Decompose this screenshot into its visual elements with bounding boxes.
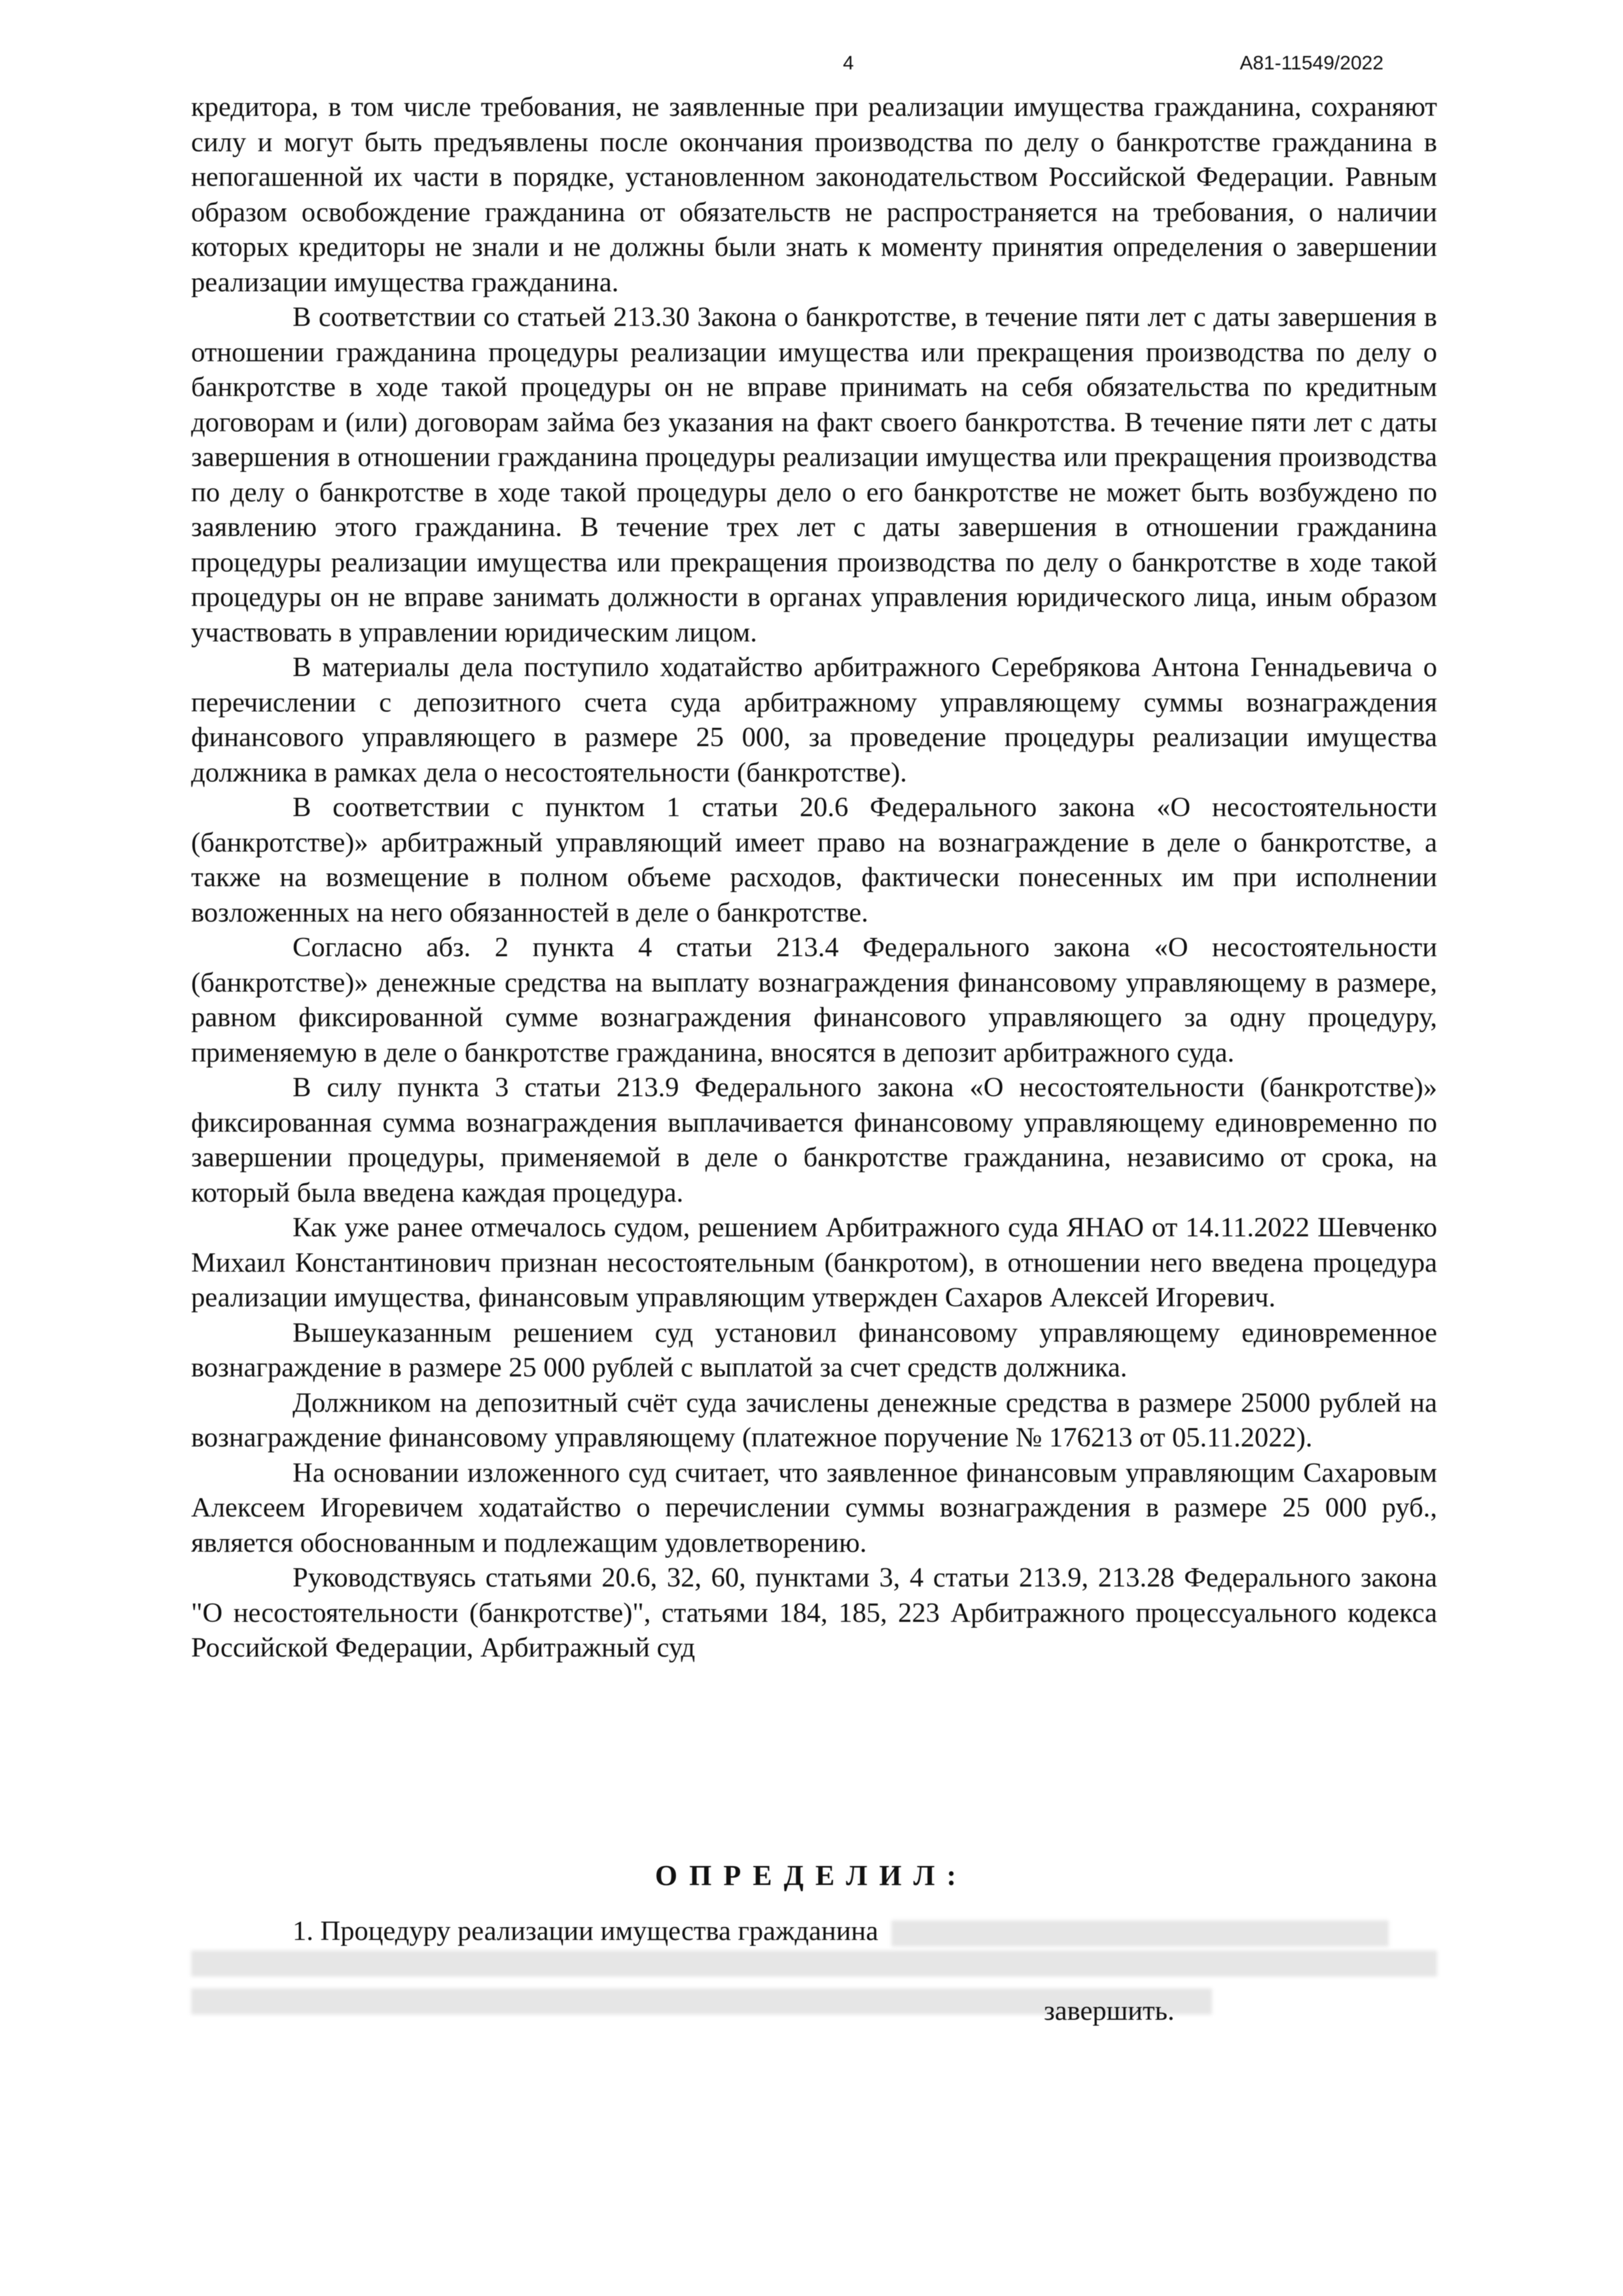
- paragraph: В материалы дела поступило ходатайство арбитражного Серебрякова Антона Геннадьевича о перечислении с депозитного счета суда арбитражному управляющему суммы вознаграждения финансового управляющего в размере 25 000, за проведение процедуры реализации имущества должника в рамках дела о несостоятельности (банкротстве).: [191, 652, 1437, 788]
- paragraph: В силу пункта 3 статьи 213.9 Федерального закона «О несостоятельности (банкротстве)» фиксированная сумма вознаграждения выплачивается финансовому управляющему единовременно по завершении процедуры, применяемой в деле о банкротстве гражданина, независимо от срока, на который была введена каждая процедура.: [191, 1072, 1437, 1208]
- paragraph: Согласно абз. 2 пункта 4 статьи 213.4 Федерального закона «О несостоятельности (банкротстве)» денежные средства на выплату вознаграждения финансовому управляющему в размере, равном фиксированной сумме вознаграждения финансового управляющего за одну процедуру, применяемую в деле о банкротстве гражданина, вносятся в депозит арбитражного суда.: [191, 932, 1437, 1068]
- ruling-item-start: 1. Процедуру реализации имущества гражданина: [293, 1916, 878, 1946]
- case-number: А81-11549/2022: [1240, 52, 1383, 74]
- paragraph: Руководствуясь статьями 20.6, 32, 60, пунктами 3, 4 статьи 213.9, 213.28 Федерального закона "О несостоятельности (банкротстве)", статьями 184, 185, 223 Арбитражного процессуального кодекса Российской Федерации, Арбитражный суд: [191, 1562, 1437, 1663]
- ruling-heading: ОПРЕДЕЛИЛ:: [654, 1859, 969, 1892]
- redacted-text: [191, 1950, 1437, 1977]
- paragraph: Вышеуказанным решением суд установил финансовому управляющему единовременное вознаграждение в размере 25 000 рублей с выплатой за счет средств должника.: [191, 1317, 1437, 1383]
- paragraph: Должником на депозитный счёт суда зачислены денежные средства в размере 25000 рублей на вознаграждение финансовому управляющему (платежное поручение № 176213 от 05.11.2022).: [191, 1387, 1437, 1453]
- paragraph: В соответствии со статьей 213.30 Закона о банкротстве, в течение пяти лет с даты завершения в отношении гражданина процедуры реализации имущества или прекращения производства по делу о банкротстве в ходе такой процедуры он не вправе принимать на себя обязательства по кредитным договорам и (или) договорам займа без указания на факт своего банкротства. В течение пяти лет с даты завершения в отношении гражданина процедуры реализации имущества или прекращения производства по делу о банкротстве в ходе такой процедуры дело о его банкротстве не может быть возбуждено по заявлению этого гражданина. В течение трех лет с даты завершения в отношении гражданина процедуры реализации имущества или прекращения производства по делу о банкротстве в ходе такой процедуры он не вправе занимать должности в органах управления юридического лица, иным образом участвовать в управлении юридическим лицом.: [191, 302, 1437, 648]
- page-number: 4: [843, 52, 854, 74]
- paragraph: кредитора, в том числе требования, не заявленные при реализации имущества гражданина, сохраняют силу и могут быть предъявлены после окончания производства по делу о банкротстве гражданина в непогашенной их части в порядке, установленном законодательством Российской Федерации. Равным образом освобождение гражданина от обязательств не распространяется на требования, о наличии которых кредиторы не знали и не должны были знать к моменту принятия определения о завершении реализации имущества гражданина.: [191, 92, 1437, 298]
- ruling-item-end: завершить.: [1044, 1996, 1175, 2026]
- redacted-text: [891, 1920, 1389, 1946]
- paragraph: В соответствии с пунктом 1 статьи 20.6 Федерального закона «О несостоятельности (банкротстве)» арбитражный управляющий имеет право на вознаграждение в деле о банкротстве, а также на возмещение в полном объеме расходов, фактически понесенных им при исполнении возложенных на него обязанностей в деле о банкротстве.: [191, 792, 1437, 928]
- ruling-item-line: [191, 1913, 1437, 1950]
- ruling-item-1: [191, 1913, 1437, 1950]
- document-body: [191, 90, 1437, 1666]
- paragraph: Как уже ранее отмечалось судом, решением Арбитражного суда ЯНАО от 14.11.2022 Шевченко Михаил Константинович признан несостоятельным (банкротом), в отношении него введена процедура реализации имущества, финансовым управляющим утвержден Сахаров Алексей Игоревич.: [191, 1212, 1437, 1313]
- paragraph: На основании изложенного суд считает, что заявленное финансовым управляющим Сахаровым Алексеем Игоревичем ходатайство о перечислении суммы вознаграждения в размере 25 000 руб., является обоснованным и подлежащим удовлетворению.: [191, 1457, 1437, 1558]
